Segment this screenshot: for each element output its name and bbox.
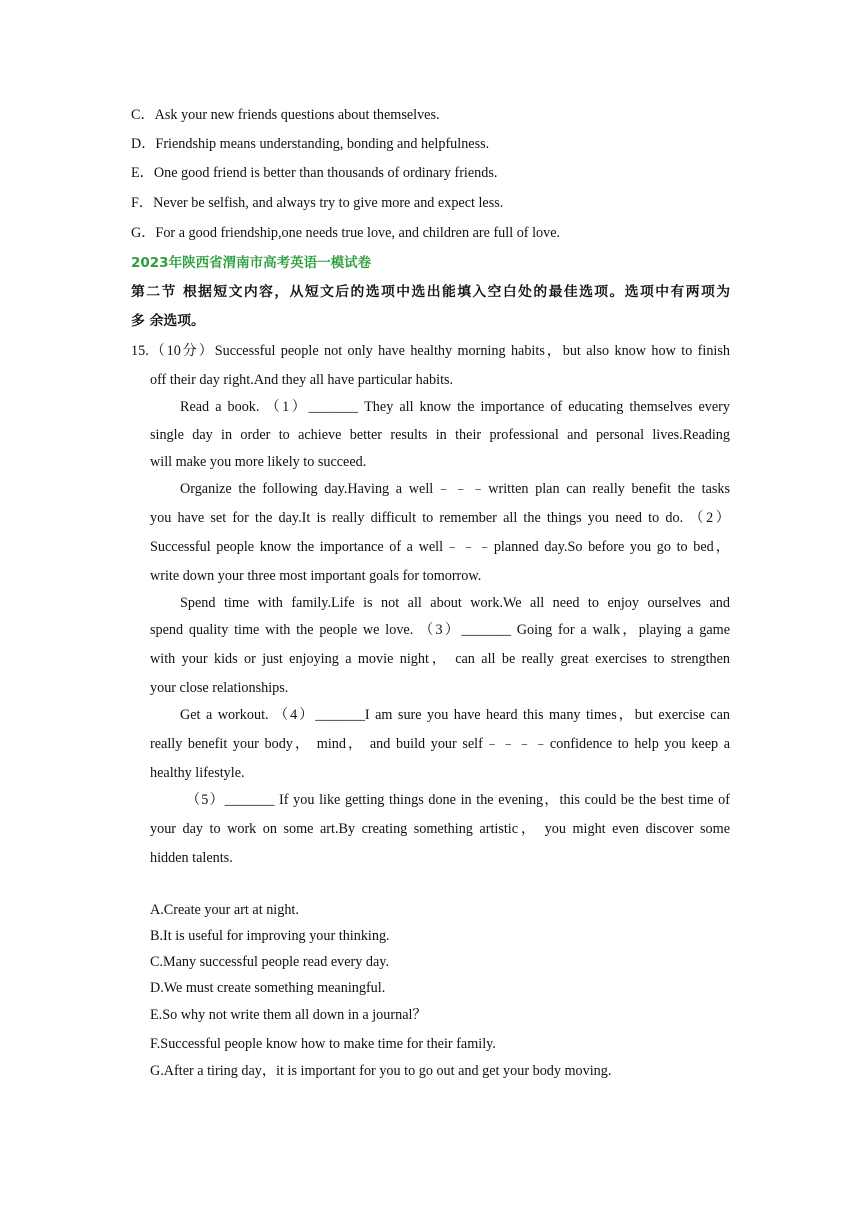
paragraph-2-line3: Successful people know the importance of a well﹣﹣﹣planned day.So before you go to bed， [150,539,730,555]
option-f: F.Successful people know how to make time for their family. [150,1036,496,1052]
paragraph-4-line1: Get a workout. （4）_______I am sure you have heard this many times，but exercise can [180,707,730,723]
paragraph-2-line4: write down your three most important goals for tomorrow. [150,568,482,584]
prev-option-e: E．One good friend is better than thousands of ordinary friends. [131,165,498,181]
paragraph-3-line4: your close relationships. [150,680,289,696]
paragraph-5-line1: （5）_______ If you like getting things done in the evening，this could be the best time of [186,792,730,808]
prev-option-f: F．Never be selfish, and always try to give more and expect less. [131,195,504,211]
paragraph-2-line1: Organize the following day.Having a well﹣﹣﹣written plan can really benefit the tasks [180,481,730,497]
option-a: A.Create your art at night. [150,902,299,918]
paragraph-2-line2: you have set for the day.It is really difficult to remember all the things you need to do. （2） [150,510,730,526]
paragraph-5-line3: hidden talents. [150,850,233,866]
option-b: B.It is useful for improving your thinking. [150,928,390,944]
option-g: G.After a tiring day，it is important for you to go out and get your body moving. [150,1063,612,1079]
paragraph-3-line1: Spend time with family.Life is not all about work.We all need to enjoy ourselves and [180,595,730,611]
paragraph-3-line3: with your kids or just enjoying a movie night， can all be really great exercises to strengthen [150,651,730,667]
paragraph-1-line2: single day in order to achieve better results in their professional and personal lives.Reading [150,427,730,443]
question-intro-line2: off their day right.And they all have particular habits. [150,372,454,388]
paragraph-1-line1: Read a book. （1）_______ They all know the importance of educating themselves every [180,399,730,415]
option-d: D.We must create something meaningful. [150,980,386,996]
question-intro-line1: 15.（10分）Successful people not only have healthy morning habits，but also know how to finish [131,343,730,359]
paragraph-5-line2: your day to work on some art.By creating something artistic， you might even discover some [150,821,730,837]
option-e: E.So why not write them all down in a journal？ [150,1007,427,1023]
paragraph-4-line2: really benefit your body， mind， and build your self﹣﹣﹣﹣confidence to help you keep a [150,736,730,752]
paragraph-4-line3: healthy lifestyle. [150,765,245,781]
prev-option-c: C．Ask your new friends questions about themselves. [131,107,440,123]
paragraph-3-line2: spend quality time with the people we love. （3）_______ Going for a walk，playing a game [150,622,730,638]
section-heading-line2: 多 余选项。 [131,313,205,329]
prev-option-d: D．Friendship means understanding, bonding and helpfulness. [131,136,490,152]
exam-title: 2023年陕西省渭南市高考英语一模试卷 [131,255,372,271]
prev-option-g: G．For a good friendship,one needs true love, and children are full of love. [131,225,561,241]
option-c: C.Many successful people read every day. [150,954,389,970]
section-heading-line1: 第二节 根据短文内容，从短文后的选项中选出能填入空白处的最佳选项。选项中有两项为 [131,284,730,300]
paragraph-1-line3: will make you more likely to succeed. [150,454,367,470]
